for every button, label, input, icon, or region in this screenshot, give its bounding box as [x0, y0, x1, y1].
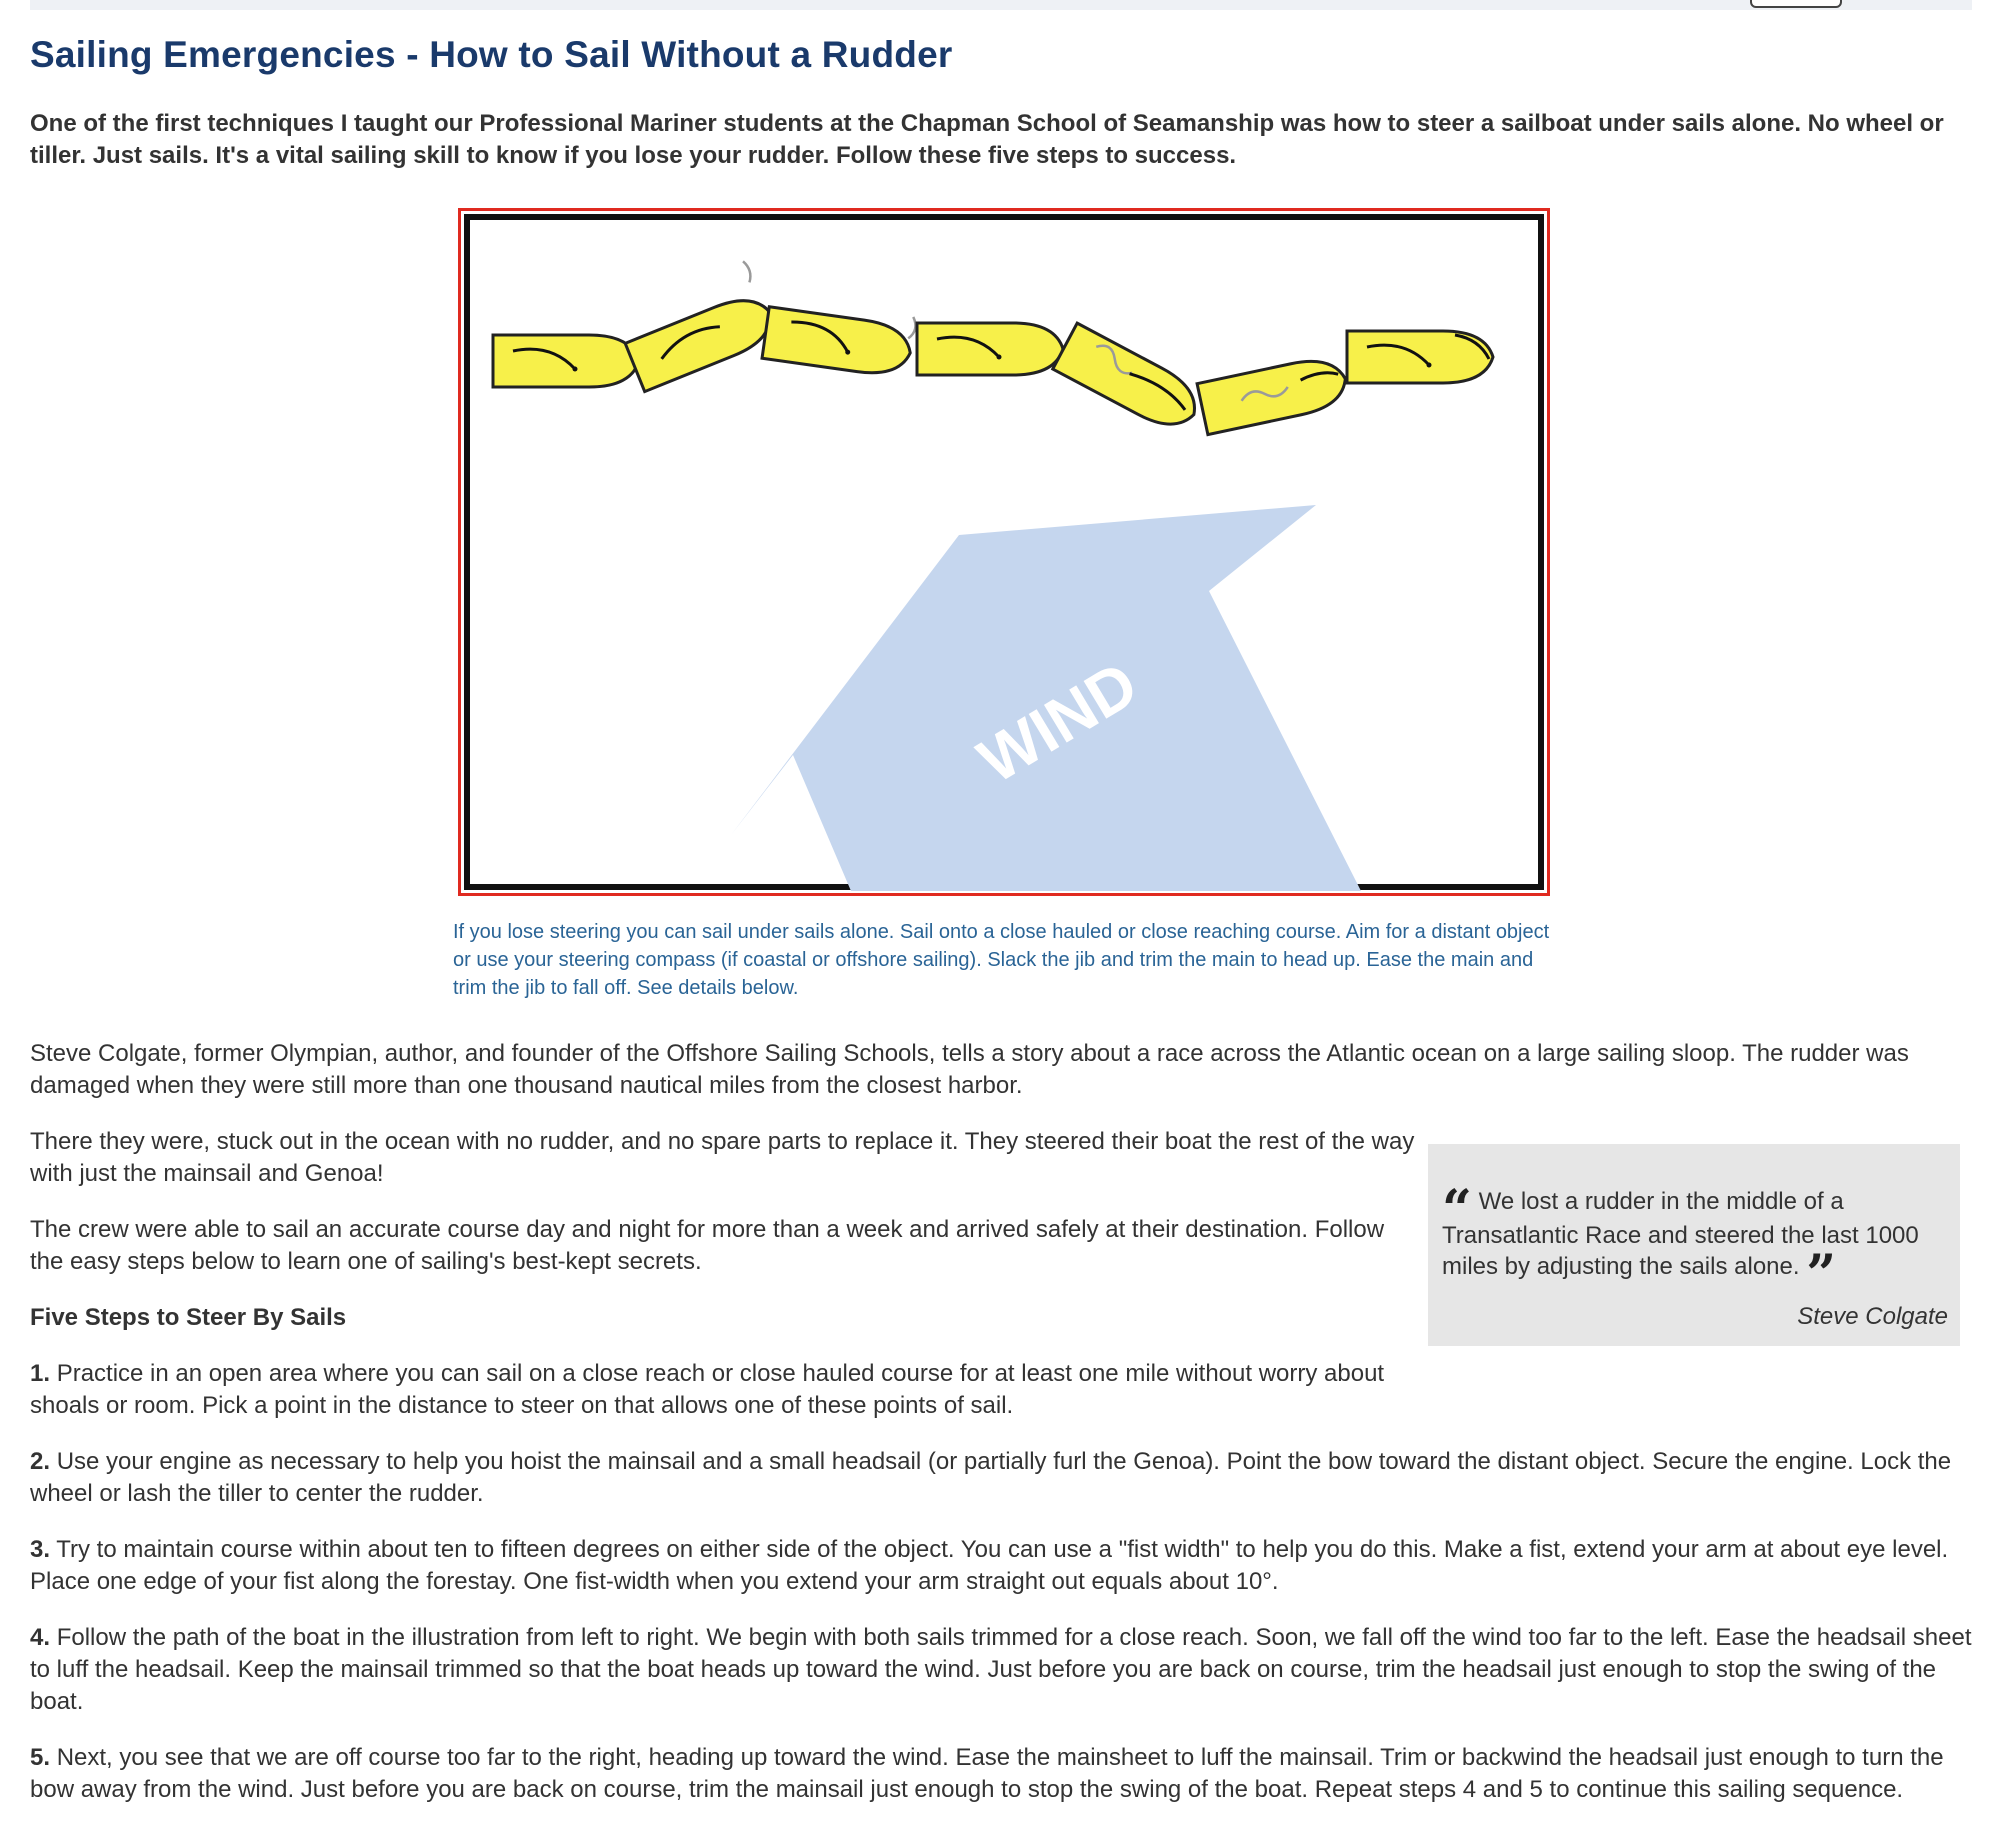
body-paragraph-2: There they were, stuck out in the ocean with no rudder, and no spare parts to replace it. They steered their boat the rest of the way with just the mainsail and Genoa! — [30, 1128, 1415, 1187]
steps-heading: Five Steps to Steer By Sails — [30, 1304, 347, 1331]
pull-quote-author: Steve Colgate — [1797, 1303, 1948, 1330]
step-number: 5. — [30, 1744, 51, 1771]
page-title: Sailing Emergencies - How to Sail Without a Rudder — [30, 34, 953, 75]
illustration-svg — [461, 211, 1553, 899]
step-2 — [30, 1446, 1980, 1510]
pull-quote-body — [1442, 1179, 1938, 1305]
step-5 — [30, 1742, 1980, 1806]
step-number: 4. — [30, 1624, 51, 1651]
step-4 — [30, 1622, 1980, 1718]
body-paragraph-3: The crew were able to sail an accurate course day and night for more than a week and arrived safely at their destination. Follow the easy steps below to learn one of sailing's best-kept secrets. — [30, 1216, 1385, 1275]
step-1 — [30, 1358, 1422, 1422]
pull-quote-text: We lost a rudder in the middle of a Transatlantic Race and steered the last 1000 miles by adjusting the sails alone. — [1442, 1188, 1919, 1280]
step-text: Follow the path of the boat in the illustration from left to right. We begin with both sails trimmed for a close reach. Soon, we fall off the wind too far to the left. Ease the headsail sheet to luff the headsail. Keep the mainsail trimmed so that the boat heads up toward the wind. Just before you are back on course, trim the headsail just enough to stop the swing of the boat. — [30, 1624, 1972, 1715]
wind-label: WIND — [966, 647, 1150, 798]
step-text: Practice in an open area where you can sail on a close reach or close hauled course for at least one mile without worry about shoals or room. Pick a point in the distance to steer on that allows one of these points of sail. — [30, 1360, 1385, 1419]
steering-illustration — [458, 208, 1550, 896]
pull-quote — [1428, 1144, 1960, 1346]
top-nav-bar — [30, 0, 1972, 10]
top-nav-button[interactable] — [1750, 0, 1842, 8]
body-paragraph-1: Steve Colgate, former Olympian, author, and founder of the Offshore Sailing Schools, tells a story about a race across the Atlantic ocean on a large sailing sloop. The rudder was damaged when they were still more than one thousand nautical miles from the closest harbor. — [30, 1040, 1909, 1099]
step-text: Use your engine as necessary to help you hoist the mainsail and a small headsail (or partially furl the Genoa). Point the bow toward the distant object. Secure the engine. Lock the wheel or lash the tiller to center the rudder. — [30, 1448, 1952, 1507]
step-text: Next, you see that we are off course too far to the right, heading up toward the wind. Ease the mainsheet to luff the mainsail. Trim or backwind the headsail just enough to turn the bow away from the wind. Just before you are back on course, trim the mainsail just enough to stop the swing of the boat. Repeat steps 4 and 5 to continue this sailing sequence. — [30, 1744, 1944, 1803]
boat-3 — [762, 297, 917, 379]
boat-4 — [917, 323, 1063, 375]
open-quote-icon: “ — [1442, 1179, 1472, 1240]
boat-5 — [1053, 323, 1206, 437]
boat-2 — [613, 259, 780, 392]
step-number: 1. — [30, 1360, 51, 1387]
figure-caption: If you lose steering you can sail under sails alone. Sail onto a close hauled or close reaching course. Aim for a distant object or use your steering compass (if coastal or offshore sailing). Slack the jib and trim the main to head up. Ease the main and trim the jib to fall off. See details below. — [453, 921, 1550, 999]
step-3 — [30, 1534, 1980, 1598]
lead-paragraph: One of the first techniques I taught our Professional Mariner students at the Chapman School of Seamanship was how to steer a sailboat under sails alone. No wheel or tiller. Just sails. It's a vital sailing skill to know if you lose your rudder. Follow these five steps to success. — [30, 110, 1944, 169]
boat-7 — [1347, 331, 1493, 383]
step-text: Try to maintain course within about ten to fifteen degrees on either side of the object. You can use a "fist width" to help you do this. Make a fist, extend your arm at about eye level. Place one edge of your fist along the forestay. One fist-width when you extend your arm straight out equals about 10°. — [30, 1536, 1949, 1595]
step-number: 3. — [30, 1536, 51, 1563]
boat-6 — [1197, 353, 1351, 434]
step-number: 2. — [30, 1448, 51, 1475]
boat-1 — [493, 335, 639, 387]
close-quote-icon: ” — [1806, 1244, 1837, 1305]
